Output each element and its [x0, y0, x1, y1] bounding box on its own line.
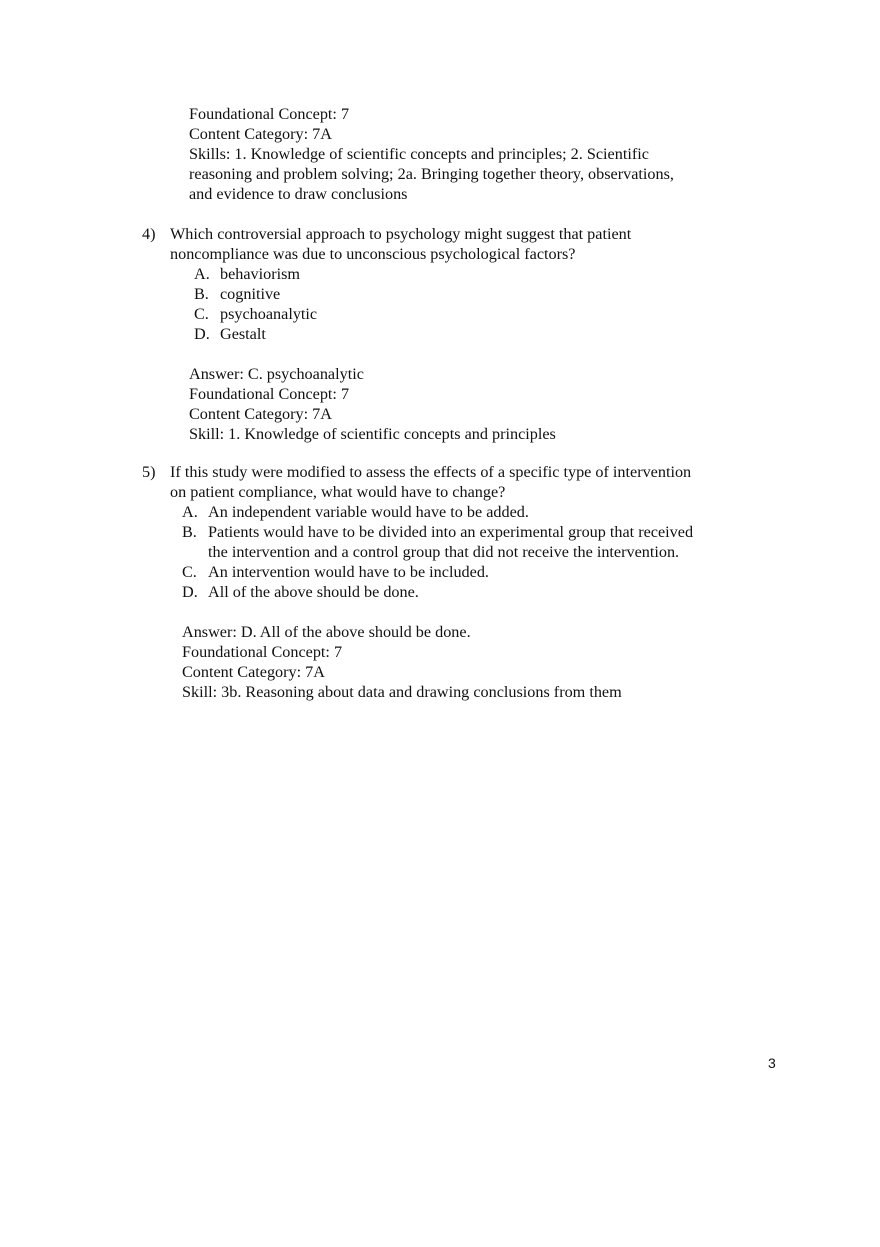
option-letter: C. [194, 305, 209, 323]
answer-options [194, 264, 802, 344]
option-b-continued [182, 542, 802, 562]
content-category: Content Category: 7A [189, 125, 332, 143]
question-number: 4) [142, 225, 156, 243]
answer-block [189, 364, 802, 444]
option-letter: D. [182, 583, 198, 601]
option-text: An independent variable would have to be added. [208, 503, 529, 521]
option-text: behaviorism [220, 265, 301, 283]
option-text: the intervention and a control group that did not receive the intervention. [208, 543, 680, 561]
answer-text: Answer: D. All of the above should be done. [182, 623, 471, 641]
option-text: An intervention would have to be included. [208, 563, 489, 581]
option-letter: A. [182, 503, 198, 521]
option-text: cognitive [220, 285, 281, 303]
answer-text: Answer: C. psychoanalytic [189, 365, 364, 383]
foundational-concept: Foundational Concept: 7 [189, 385, 350, 403]
skill-text: Skill: 1. Knowledge of scientific concepts and principles [189, 425, 556, 443]
option-letter: B. [194, 285, 209, 303]
question-text: on patient compliance, what would have to change? [170, 483, 506, 501]
question-5 [142, 462, 802, 702]
option-letter: B. [182, 523, 197, 541]
content-category: Content Category: 7A [182, 663, 325, 681]
option-text: All of the above should be done. [208, 583, 419, 601]
option-letter: C. [182, 563, 197, 581]
answer-options [182, 502, 802, 602]
option-letter: A. [194, 265, 210, 283]
option-text: Gestalt [220, 325, 266, 343]
option-a [194, 264, 802, 284]
skills-line: reasoning and problem solving; 2a. Bringing together theory, observations, [189, 165, 674, 183]
question-4 [142, 224, 802, 444]
skill-text: Skill: 3b. Reasoning about data and drawing conclusions from them [182, 683, 622, 701]
previous-question-metadata [189, 104, 674, 204]
option-c [182, 562, 802, 582]
option-b [182, 522, 802, 542]
question-text: Which controversial approach to psychology might suggest that patient [170, 225, 632, 243]
option-text: psychoanalytic [220, 305, 318, 323]
option-text: Patients would have to be divided into an experimental group that received [208, 523, 694, 541]
option-letter: D. [194, 325, 210, 343]
foundational-concept: Foundational Concept: 7 [189, 105, 350, 123]
question-text: If this study were modified to assess the effects of a specific type of intervention [170, 463, 692, 481]
content-category: Content Category: 7A [189, 405, 332, 423]
answer-block [182, 622, 802, 702]
option-c [194, 304, 802, 324]
question-text: noncompliance was due to unconscious psychological factors? [170, 245, 576, 263]
option-a [182, 502, 802, 522]
option-d [182, 582, 802, 602]
question-number: 5) [142, 463, 156, 481]
page-number: 3 [768, 1055, 776, 1071]
skills-line: and evidence to draw conclusions [189, 185, 408, 203]
option-b [194, 284, 802, 304]
skills-line: Skills: 1. Knowledge of scientific concepts and principles; 2. Scientific [189, 145, 649, 163]
option-d [194, 324, 802, 344]
foundational-concept: Foundational Concept: 7 [182, 643, 343, 661]
